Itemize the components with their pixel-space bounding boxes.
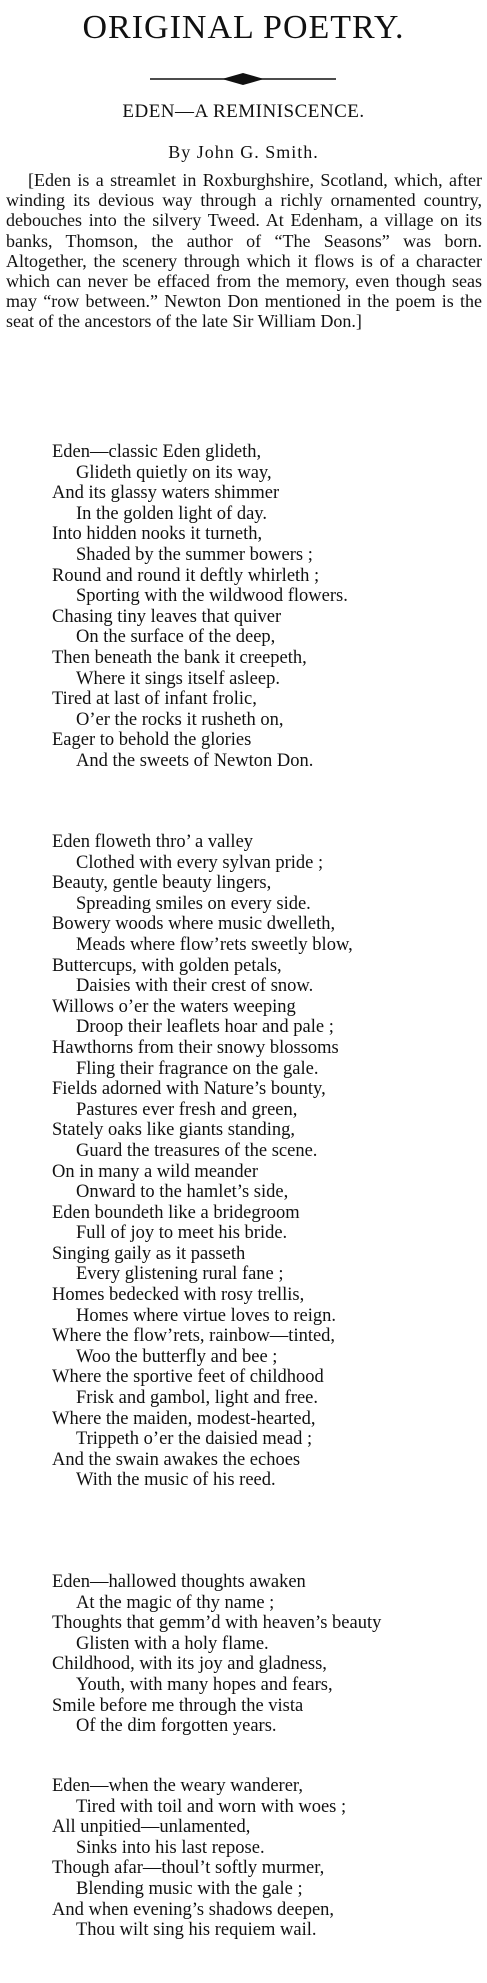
poem-line: Round and round it deftly whirleth ;	[52, 565, 320, 586]
poem-line: And the sweets of Newton Don.	[76, 750, 314, 771]
stanza	[52, 832, 482, 1491]
poem-line: Clothed with every sylvan pride ;	[76, 852, 324, 873]
poem-line: Homes bedecked with rosy trellis,	[52, 1285, 305, 1306]
poem-line: Glideth quietly on its way,	[76, 462, 272, 483]
poem-line: On in many a wild meander	[52, 1161, 259, 1182]
poem-line: Spreading smiles on every side.	[76, 893, 311, 914]
poem-line: And its glassy waters shimmer	[52, 483, 280, 504]
poem-line: Eager to behold the glories	[52, 730, 252, 751]
poem-line: Where the sportive feet of childhood	[52, 1367, 324, 1388]
section-heading: ORIGINAL POETRY.	[82, 9, 405, 46]
ornamental-rule-icon	[150, 72, 336, 86]
poem-line: Thoughts that gemm’d with heaven’s beauty	[52, 1613, 382, 1634]
poem-line: Into hidden nooks it turneth,	[52, 524, 263, 545]
poem-line: Hawthorns from their snowy blossoms	[52, 1037, 339, 1058]
poem-line: Blending music with the gale ;	[76, 1878, 303, 1899]
poem-line: Pastures ever fresh and green,	[76, 1099, 298, 1120]
poem-line: Of the dim forgotten years.	[76, 1716, 277, 1737]
poem-line: Droop their leaflets hoar and pale ;	[76, 1017, 334, 1038]
poem-line: Sporting with the wildwood flowers.	[76, 586, 348, 607]
stanza	[52, 1776, 482, 1941]
poem-line: O’er the rocks it rusheth on,	[76, 709, 284, 730]
poem-line: Where the maiden, modest-hearted,	[52, 1408, 316, 1429]
poem-line: Homes where virtue loves to reign.	[76, 1305, 336, 1326]
poem-line: Tired at last of infant frolic,	[52, 689, 257, 710]
poem-line: Smile before me through the vista	[52, 1695, 304, 1716]
poem-line: Meads where flow’rets sweetly blow,	[76, 934, 353, 955]
poem-line: Onward to the hamlet’s side,	[76, 1182, 289, 1203]
poem-line: Eden boundeth like a bridegroom	[52, 1202, 300, 1223]
stanza	[52, 442, 482, 772]
poem-line: On the surface of the deep,	[76, 627, 276, 648]
poem-line: Willows o’er the waters weeping	[52, 996, 296, 1017]
poem-line: Every glistening rural fane ;	[76, 1264, 284, 1285]
poem-line: Frisk and gambol, light and free.	[76, 1388, 318, 1409]
poem-line: Singing gaily as it passeth	[52, 1243, 246, 1264]
poem-line: Buttercups, with golden petals,	[52, 955, 282, 976]
poem-line: Full of joy to meet his bride.	[76, 1223, 288, 1244]
poem-introduction: [Eden is a streamlet in Roxburghshire, Scotland, which, after winding its devious way through a richly ornamented country, debouches into the silvery Tweed. At Edenham, a village on its banks, Thomson, the author of “The Seasons” was born. Altogether, the scenery through which it flows is of a character which can never be effaced from the memory, even though seas may “row between.” Newton Don mentioned in the poem is the seat of the ancestors of the late Sir William Don.]	[6, 170, 482, 332]
poem-line: Eden—when the weary wanderer,	[52, 1776, 303, 1796]
poem-line: Though afar—thoul’t softly murmer,	[52, 1858, 325, 1879]
poem-line: Chasing tiny leaves that quiver	[52, 606, 282, 627]
poem-line: Guard the treasures of the scene.	[76, 1140, 318, 1161]
poem-line: Stately oaks like giants standing,	[52, 1120, 296, 1141]
poem-line: Eden—hallowed thoughts awaken	[52, 1572, 306, 1592]
poem-line: Fields adorned with Nature’s bounty,	[52, 1079, 326, 1100]
poem-line: Daisies with their crest of snow.	[76, 976, 314, 997]
poem-line: Where it sings itself asleep.	[76, 668, 280, 689]
poem-line: Childhood, with its joy and gladness,	[52, 1654, 327, 1675]
poem-line: In the golden light of day.	[76, 503, 267, 524]
poem-line: Bowery woods where music dwelleth,	[52, 914, 336, 935]
poem-line: At the magic of thy name ;	[76, 1592, 275, 1613]
poem-line: Woo the butterfly and bee ;	[76, 1346, 278, 1367]
poem-line: Eden—classic Eden glideth,	[52, 442, 262, 462]
poem-line: Beauty, gentle beauty lingers,	[52, 873, 272, 894]
poem-line: Glisten with a holy flame.	[76, 1633, 269, 1654]
poem-line: Shaded by the summer bowers ;	[76, 544, 313, 565]
poem-line: Tired with toil and worn with woes ;	[76, 1796, 347, 1817]
poem-title: EDEN—A REMINISCENCE.	[122, 101, 365, 122]
poem-line: Thou wilt sing his requiem wail.	[76, 1920, 317, 1941]
poem-line: Sinks into his last repose.	[76, 1837, 265, 1858]
poem-line: Where the flow’rets, rainbow—tinted,	[52, 1326, 336, 1347]
poem-line: All unpitied—unlamented,	[52, 1817, 251, 1838]
poem-line: Youth, with many hopes and fears,	[76, 1674, 333, 1695]
poem-line: Then beneath the bank it creepeth,	[52, 647, 307, 668]
poem-line: With the music of his reed.	[76, 1470, 276, 1491]
poem-line: And the swain awakes the echoes	[52, 1449, 301, 1470]
poem-byline: By John G. Smith.	[168, 142, 319, 162]
poem-line: Eden floweth thro’ a valley	[52, 832, 254, 852]
poem-line: Fling their fragrance on the gale.	[76, 1058, 319, 1079]
poem-line: Trippeth o’er the daisied mead ;	[76, 1429, 313, 1450]
poem-line: And when evening’s shadows deepen,	[52, 1899, 335, 1920]
stanza	[52, 1572, 482, 1737]
